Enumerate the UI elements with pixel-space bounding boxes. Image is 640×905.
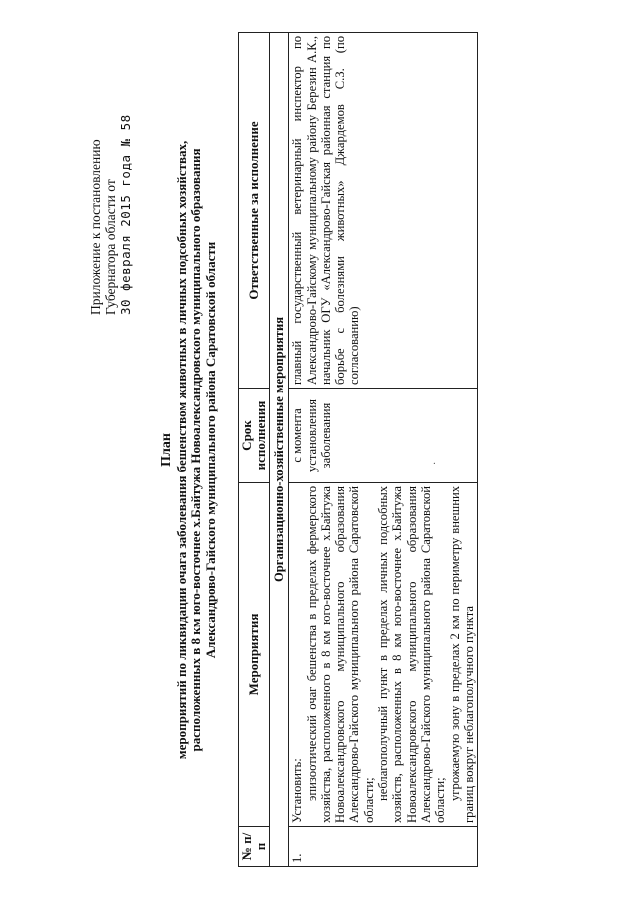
row-deadline: с момента установления заболевания [289, 389, 478, 483]
header-measures: Мероприятия [239, 483, 270, 827]
title-line-1: мероприятий по ликвидации очага заболевания бешенством животных в личных подсобных хозяйствах, [173, 140, 189, 760]
scan-dot: · [430, 461, 441, 465]
measure-paragraph-2: неблагополучный пункт в пределах личных подсобных хозяйств, расположенных в 8 км юго-восточнее х.Байтужа Новоалександровского муниципального образования Александрово-Гайского муниципального района Саратовской области; [376, 486, 448, 823]
title-line-3: Александрово-Гайского муниципального района Саратовской области [202, 241, 218, 659]
measure-intro: Установить: [290, 758, 305, 823]
section-title: Организационно-хозяйственные мероприятия [270, 33, 289, 867]
header-responsible: Ответственные за исполнение [239, 33, 270, 389]
plan-table [238, 32, 478, 867]
appendix-line-1: Приложение к постановлению [88, 139, 103, 315]
measure-paragraph-1: эпизоотический очаг бешенства в пределах фермерского хозяйства, расположенного в 8 км юго-восточнее х.Байтужа Новоалександровского муниципального образования Александрово-Гайского муниципального района Саратовской области; [304, 486, 376, 823]
header-deadline: Срок исполнения [239, 389, 270, 483]
row-measures [289, 483, 478, 827]
table-row [289, 33, 478, 867]
appendix-line-3: 30 февраля 2015 года № 58 [118, 114, 133, 315]
measure-paragraph-3: угрожаемую зону в пределах 2 км по периметру внешних границ вокруг неблагополучного пункта [447, 486, 476, 823]
row-number: 1. [289, 827, 478, 867]
table-header-row [239, 33, 270, 867]
row-responsible: главный государственный ветеринарный инспектор по Александрово-Гайскому муниципальному району Березин А.К., начальник ОГУ «Александрово-Гайская районная станция по борьбе с болезнями животных» Джардемов С.З. (по согласованию) [289, 33, 478, 389]
section-row [270, 33, 289, 867]
appendix-note [88, 15, 133, 315]
header-num: № п/п [239, 827, 270, 867]
document-title [160, 35, 218, 865]
title-heading: План [159, 433, 174, 467]
appendix-line-2: Губернатора области от [103, 179, 118, 315]
title-line-2: расположенных в 8 км юго-восточнее х.Байтужа Новоалександровского муниципального образования [188, 148, 203, 752]
